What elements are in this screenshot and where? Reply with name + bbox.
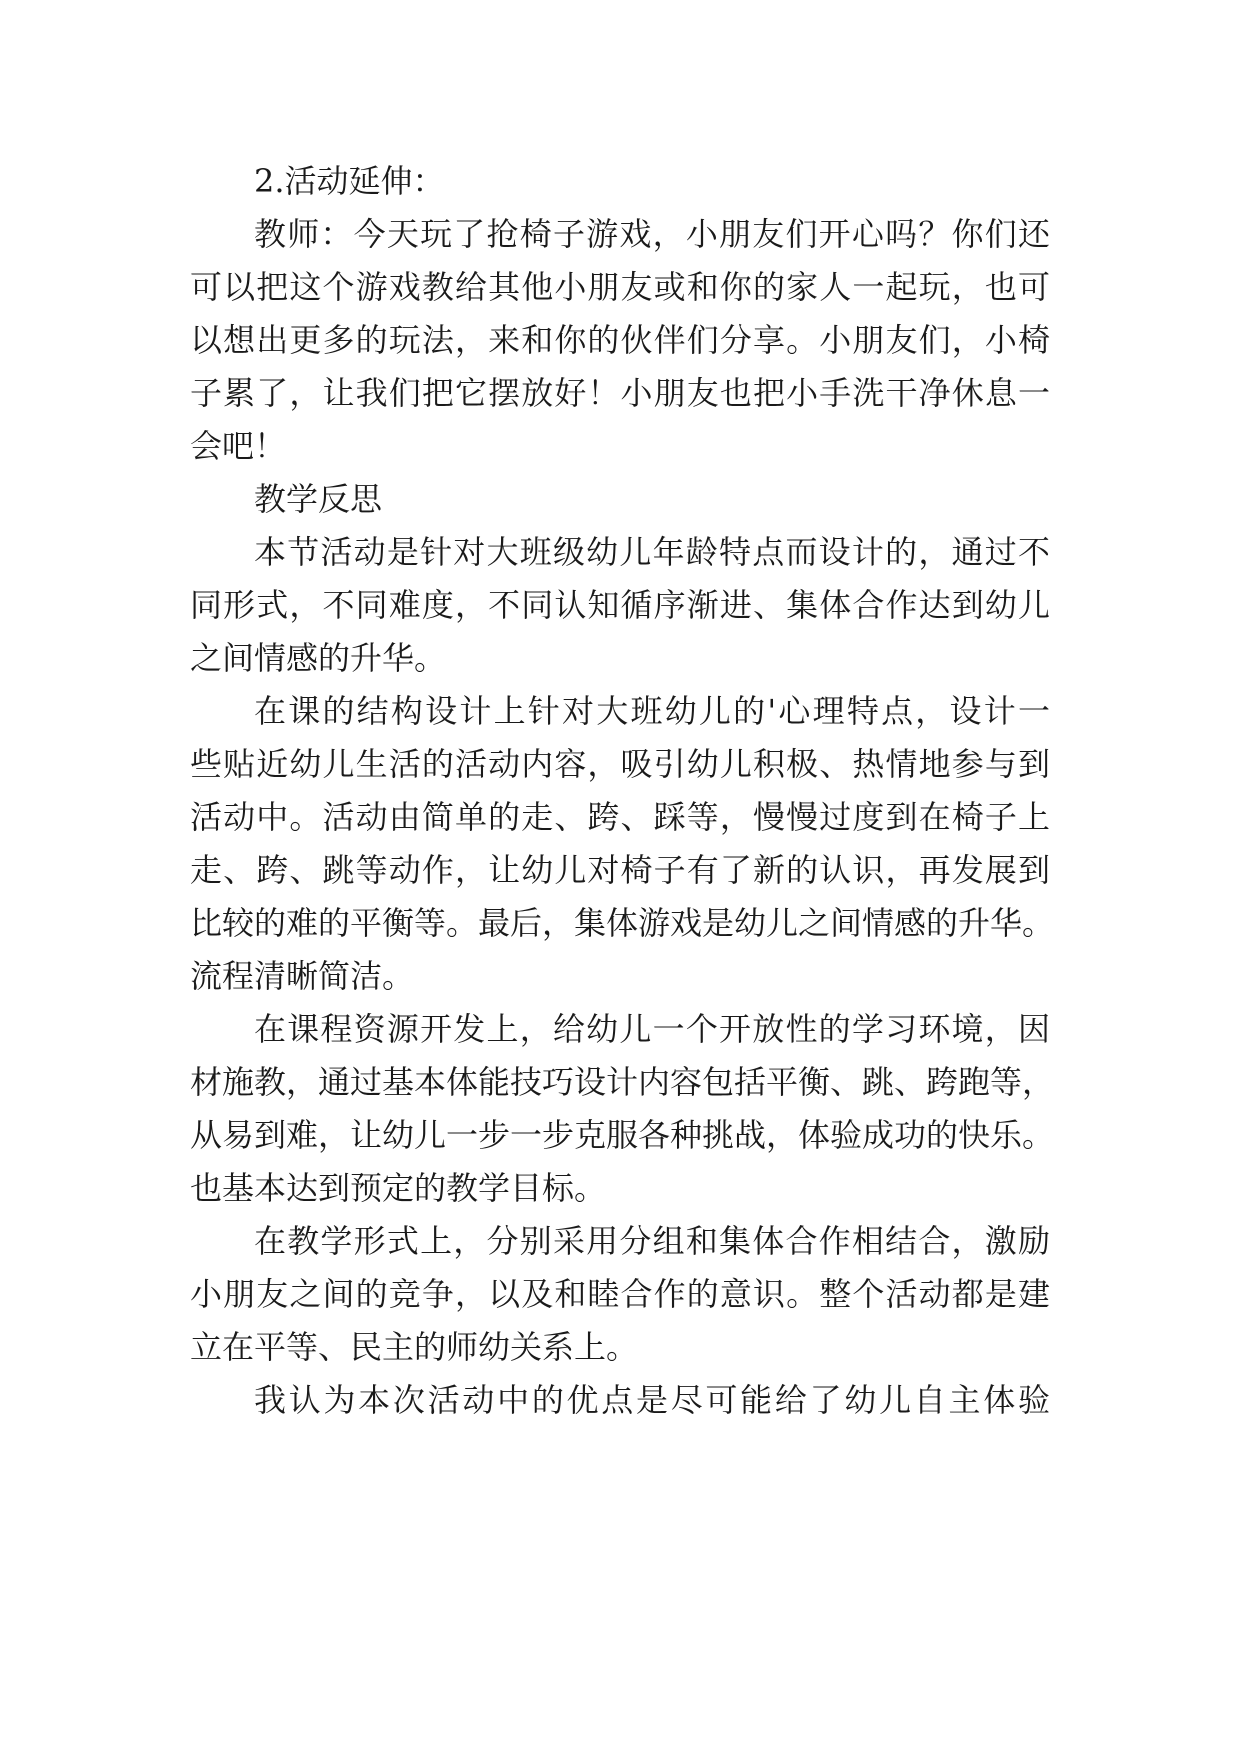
paragraph-line: 我认为本次活动中的优点是尽可能给了幼儿自主体验 bbox=[254, 1381, 1050, 1419]
reflection-paragraph-2 bbox=[190, 685, 1055, 1003]
section-label: 2.活动延伸： bbox=[254, 162, 445, 200]
paragraph-line: 会吧！ bbox=[190, 427, 287, 465]
paragraph-line: 以想出更多的玩法，来和你的伙伴们分享。小朋友们，小椅 bbox=[190, 321, 1050, 359]
reflection-paragraph-3 bbox=[190, 1003, 1055, 1215]
paragraph-teacher-speech bbox=[190, 208, 1050, 473]
reflection-paragraph-5 bbox=[190, 1374, 1050, 1427]
paragraph-line: 些贴近幼儿生活的活动内容，吸引幼儿积极、热情地参与到 bbox=[190, 745, 1050, 783]
paragraph-line: 活动中。活动由简单的走、跨、踩等，慢慢过度到在椅子上 bbox=[190, 798, 1050, 836]
paragraph-line: 本节活动是针对大班级幼儿年龄特点而设计的，通过不 bbox=[254, 533, 1050, 571]
paragraph-line: 在课程资源开发上，给幼儿一个开放性的学习环境，因 bbox=[254, 1010, 1050, 1048]
reflection-title: 教学反思 bbox=[254, 480, 383, 518]
paragraph-line: 比较的难的平衡等。最后，集体游戏是幼儿之间情感的升华。 bbox=[190, 904, 1055, 942]
reflection-paragraph-4 bbox=[190, 1215, 1050, 1374]
paragraph-line: 流程清晰简洁。 bbox=[190, 957, 415, 995]
paragraph-line: 同形式，不同难度，不同认知循序渐进、集体合作达到幼儿 bbox=[190, 586, 1050, 624]
paragraph-line: 立在平等、民主的师幼关系上。 bbox=[190, 1328, 639, 1366]
paragraph-line: 材施教，通过基本体能技巧设计内容包括平衡、跳、跨跑等， bbox=[190, 1063, 1055, 1101]
paragraph-line: 从易到难，让幼儿一步一步克服各种挑战，体验成功的快乐。 bbox=[190, 1116, 1055, 1154]
paragraph-line: 在教学形式上，分别采用分组和集体合作相结合，激励 bbox=[254, 1222, 1050, 1260]
paragraph-line: 走、跨、跳等动作，让幼儿对椅子有了新的认识，再发展到 bbox=[190, 851, 1050, 889]
paragraph-line: 在课的结构设计上针对大班幼儿的'心理特点，设计一 bbox=[254, 692, 1050, 730]
paragraph-line: 也基本达到预定的教学目标。 bbox=[190, 1169, 607, 1207]
paragraph-line: 小朋友之间的竞争，以及和睦合作的意识。整个活动都是建 bbox=[190, 1275, 1050, 1313]
reflection-paragraph-1 bbox=[190, 526, 1050, 685]
paragraph-line: 可以把这个游戏教给其他小朋友或和你的家人一起玩，也可 bbox=[190, 268, 1050, 306]
paragraph-line: 教师：今天玩了抢椅子游戏，小朋友们开心吗？你们还 bbox=[254, 215, 1050, 253]
paragraph-line: 之间情感的升华。 bbox=[190, 639, 447, 677]
paragraph-line: 子累了，让我们把它摆放好！小朋友也把小手洗干净休息一 bbox=[190, 374, 1050, 412]
document-page bbox=[190, 155, 1055, 1427]
